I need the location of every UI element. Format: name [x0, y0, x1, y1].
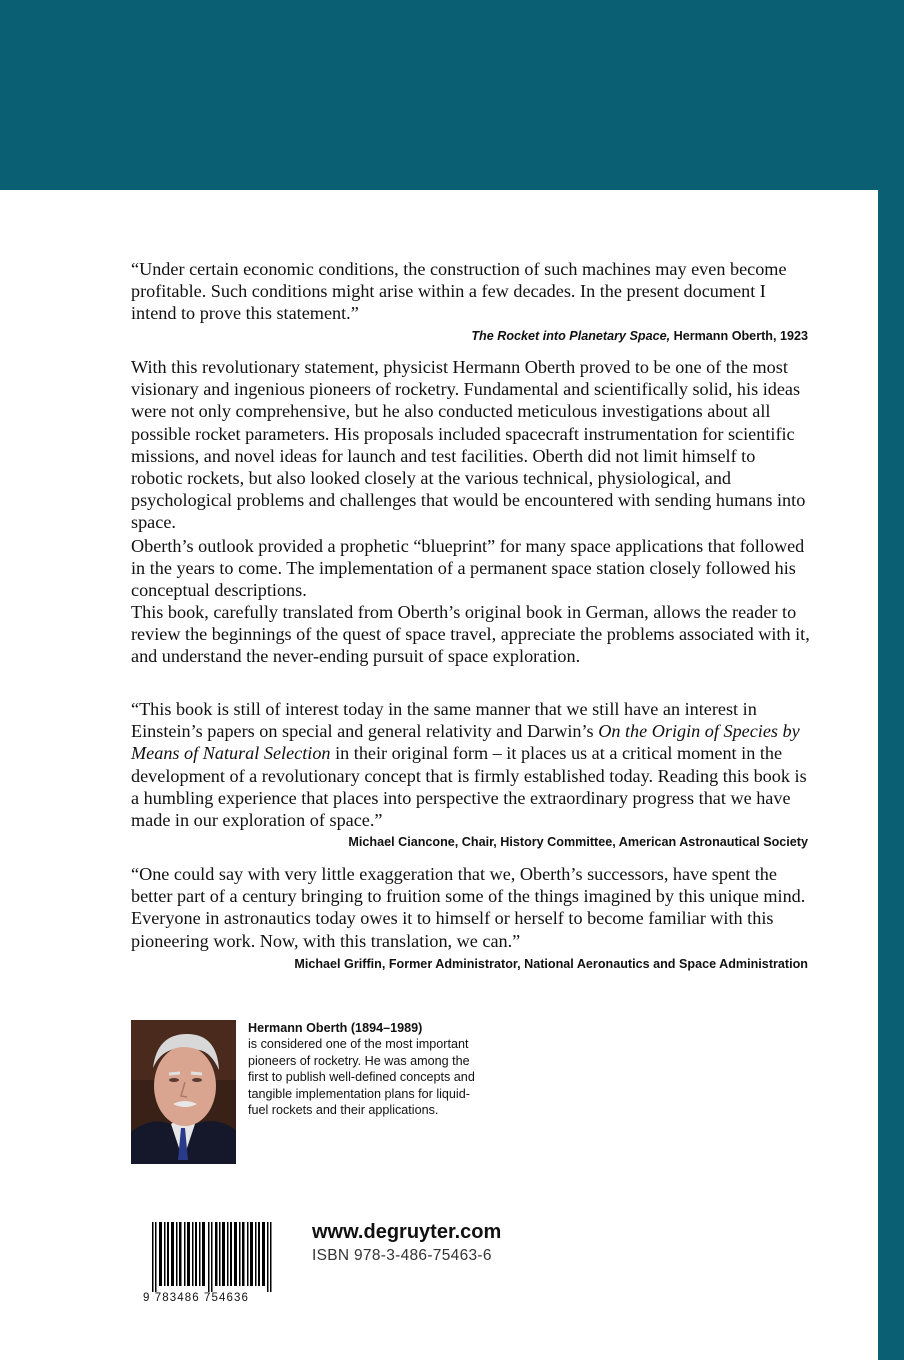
body-paragraph: With this revolutionary statement, physicist Hermann Oberth proved to be one of the most visionary and ingenious pioneers of rocketry. Fundamental and scientifically solid, his ideas were not only comprehensive, but he also conducted meticulous investigations about all possible rocket parameters. His proposals included spacecraft instrumentation for scientific missions, and novel ideas for launch and test facilities. Oberth did not limit himself to robotic rockets, but also looked closely at the various technical, physiological, and psychological problems and challenges that would be encountered with sending humans into space.: [131, 357, 806, 533]
body-paragraph: This book, carefully translated from Oberth’s original book in German, allows the reader to review the beginnings of the quest of space travel, appreciate the problems associated with it, and understand the never-ending pursuit of space exploration.: [131, 602, 810, 667]
isbn-number: ISBN 978-3-486-75463-6: [312, 1247, 492, 1264]
review-1-text-a: “This book is still of interest today in the same manner that we still have an interest in Einstein’s papers on special and general relativity and Darwin’s: [131, 699, 757, 742]
review-1-book-title: On the Origin of Species by Means of Natural Selection: [131, 721, 800, 764]
review-quote-2: “One could say with very little exaggeration that we, Oberth’s successors, have spent the better part of a century bringing to fruition some of the things imagined by this unique mind. Everyone in astronautics today owes it to himself or herself to become familiar with this pioneering work. Now, with this translation, we can.”: [131, 864, 806, 951]
opening-quote: “Under certain economic conditions, the construction of such machines may even become profitable. Such conditions might arise within a few decades. In the present document I intend to prove this statement.”: [131, 259, 787, 324]
author-bio-text: is considered one of the most important pioneers of rocketry. He was among the first to publish well-defined concepts and tangible implementation plans for liquid-fuel rockets and their applications.: [248, 1037, 475, 1118]
author-photo: [131, 1020, 236, 1164]
review-quote-1: [131, 698, 811, 831]
review-1-attribution: Michael Ciancone, Chair, History Committee, American Astronautical Society: [348, 835, 808, 849]
review-1-text-b: in their original form – it places us at a critical moment in the development of a revolutionary concept that is firmly established today. Reading this book is a humbling experience that places into perspective the extraordinary progress that we have made in our exploration of space.”: [131, 743, 807, 831]
publisher-url: www.degruyter.com: [312, 1221, 502, 1243]
source-author: Hermann Oberth, 1923: [673, 329, 808, 343]
author-bio-name: Hermann Oberth (1894–1989): [248, 1021, 423, 1035]
author-bio: [248, 1020, 488, 1118]
opening-quote-attribution: [471, 329, 808, 343]
top-color-band: [0, 0, 904, 190]
barcode-digits: 9 783486 754636: [143, 1292, 250, 1304]
review-2-attribution: Michael Griffin, Former Administrator, National Aeronautics and Space Administration: [294, 957, 808, 971]
source-title: The Rocket into Planetary Space,: [471, 329, 671, 343]
right-color-band: [878, 190, 904, 1360]
body-paragraph: Oberth’s outlook provided a prophetic “blueprint” for many space applications that followed in the years to come. The implementation of a permanent space station closely followed his conceptual descriptions.: [131, 536, 805, 601]
